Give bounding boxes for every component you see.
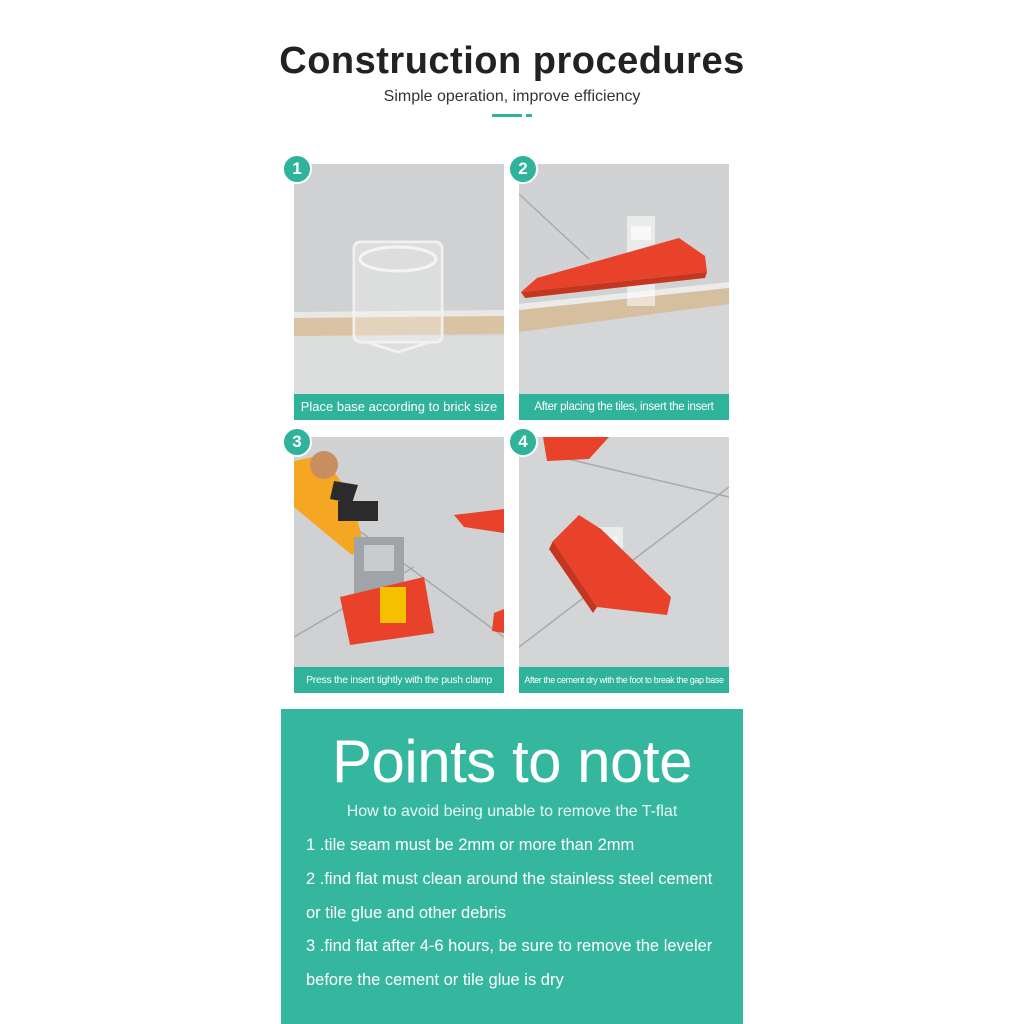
step-4-image bbox=[519, 437, 729, 693]
step-1-image bbox=[294, 164, 504, 420]
step-2-card bbox=[519, 164, 729, 420]
title-underline-dot bbox=[526, 114, 532, 117]
step-3-card bbox=[294, 437, 504, 693]
step-2-badge: 2 bbox=[508, 154, 538, 184]
notes-panel bbox=[281, 709, 743, 1024]
step-3-image bbox=[294, 437, 504, 693]
note-line-2: 2 .find flat must clean around the stainless steel cement bbox=[306, 870, 713, 888]
step-2-image bbox=[519, 164, 729, 420]
page-title: Construction procedures bbox=[279, 40, 745, 82]
step-4-card bbox=[519, 437, 729, 693]
note-line-5: before the cement or tile glue is dry bbox=[306, 971, 564, 989]
step-3-caption: Press the insert tightly with the push clamp bbox=[294, 667, 504, 693]
step-3-badge: 3 bbox=[282, 427, 312, 457]
step-1-badge: 1 bbox=[282, 154, 312, 184]
note-line-3: or tile glue and other debris bbox=[306, 904, 506, 922]
step-4-badge: 4 bbox=[508, 427, 538, 457]
note-line-4: 3 .find flat after 4-6 hours, be sure to remove the leveler bbox=[306, 937, 713, 955]
step-4-caption: After the cement dry with the foot to break the gap base bbox=[519, 667, 729, 693]
step-1-caption: Place base according to brick size bbox=[294, 394, 504, 420]
notes-subtitle: How to avoid being unable to remove the T-flat bbox=[346, 803, 678, 820]
title-underline bbox=[492, 114, 522, 117]
notes-title: Points to note bbox=[332, 728, 692, 795]
note-line-1: 1 .tile seam must be 2mm or more than 2mm bbox=[306, 836, 635, 854]
step-1-card bbox=[294, 164, 504, 420]
page-subtitle: Simple operation, improve efficiency bbox=[383, 88, 641, 105]
step-2-caption: After placing the tiles, insert the insert bbox=[519, 394, 729, 420]
